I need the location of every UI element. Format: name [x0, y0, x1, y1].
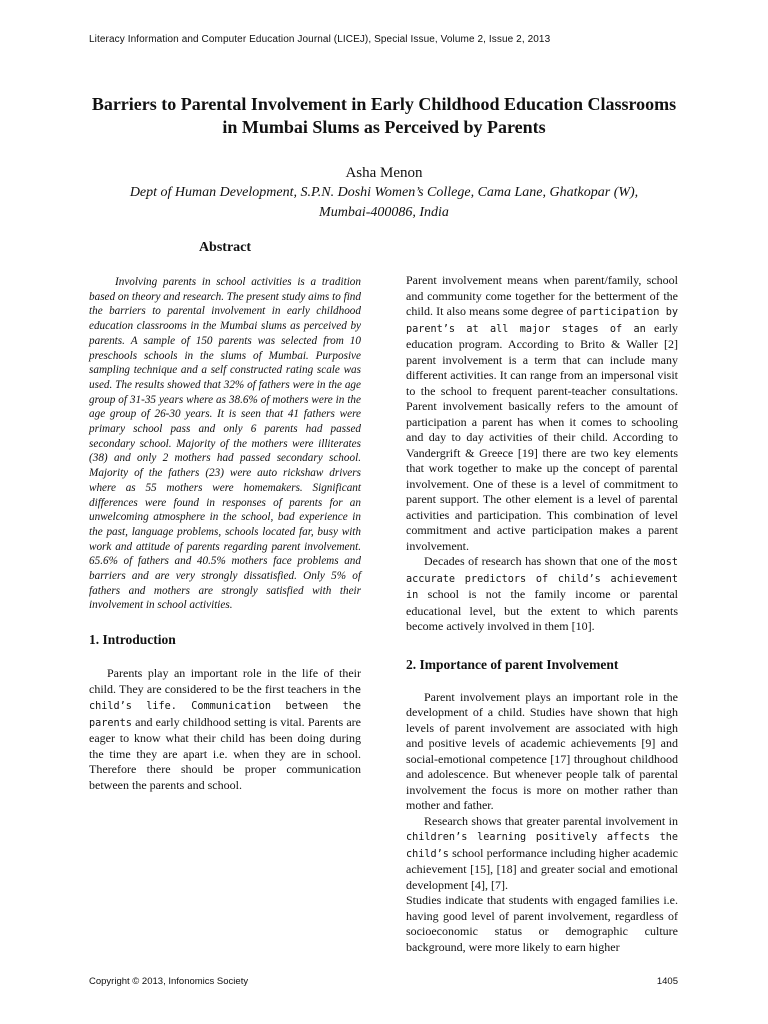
title-line-1: Barriers to Parental Involvement in Early Childhood Education Classrooms [91, 94, 677, 114]
rc-p1-typewriter: participation by parent’s at all major stages of an [406, 307, 678, 335]
decades-research-paragraph [406, 554, 678, 635]
section-2-paragraph-3: Studies indicate that students with engaged families i.e. having good level of parent involvement, regardless of socioeconomic status or demographic culture background, were more likely to earn higher [406, 893, 678, 954]
running-header: Literacy Information and Computer Education Journal (LICEJ), Special Issue, Volume 2, Issue 2, 2013 [89, 34, 551, 45]
rc-p1-start: Parent involvement means when parent/family, school and community come together for the betterment of the child. It also means some degree of [406, 273, 678, 318]
title-line-2: in Mumbai Slums as Perceived by Parents [222, 117, 546, 137]
rc-p1-end: early education program. According to Brito & Waller [2] parent involvement is a term that can include many different activities. It can range from an impersonal visit to the school to frequent parent-teacher consultations. Parent involvement basically refers to the amount of participation a parent has when it comes to schooling and day to day activities of their child. According to Vandergrift & Greece [19] there are two key elements that work together to make up the concept of parental involvement. One of these is a level of commitment to parent support. The other element is a level of parental activities and participation. This combination of level commitment and active participation makes a parent involvement. [406, 320, 678, 553]
rc-p2-start: Decades of research has shown that one of the [424, 554, 654, 568]
s2-p2-start: Research shows that greater parental involvement in [424, 813, 678, 828]
rc-p2-typewriter: most accurate predictors of child’s achievement in [406, 557, 678, 601]
introduction-heading: 1. Introduction [89, 632, 176, 648]
author-name: Asha Menon [345, 165, 423, 181]
parent-involvement-paragraph [406, 273, 678, 554]
affiliation-line-2: Mumbai-400086, India [319, 205, 449, 220]
footer-copyright: Copyright © 2013, Infonomics Society [89, 976, 249, 987]
section-2-paragraph-1: Parent involvement plays an important role in the development of a child. Studies have shown that high levels of parent involvement are associated with high and positive levels of academic achievements [9] and social-emotional competence [17] throughout childhood and adolescence. But whenever people talk of parental involvement the focus is more on mother rather than mother and father. [406, 689, 678, 812]
abstract-heading: Abstract [198, 240, 252, 255]
rc-p2-end: school is not the family income or parental educational level, but the extent to which parents become actively involved in them [10]. [406, 587, 678, 633]
affiliation-line-1: Dept of Human Development, S.P.N. Doshi Women’s College, Cama Lane, Ghatkopar (W), [129, 185, 639, 200]
section-2-heading: 2. Importance of parent Involvement [406, 656, 619, 672]
left-column [89, 240, 361, 793]
right-column [406, 273, 678, 955]
intro-text-start: Parents play an important role in the life of their child. They are considered to be the first teachers in [89, 666, 361, 696]
paper-title [80, 93, 688, 139]
intro-text-end: and early childhood setting is vital. Parents are eager to know what their child has been doing during the time they are apart i.e. when they are in school. Therefore there should be proper communication between the parents and school. [89, 714, 361, 792]
section-2-paragraph-2 [406, 814, 678, 894]
abstract-text: Involving parents in school activities is a tradition based on theory and research. The present study aims to find the barriers to parental involvement in early childhood education classrooms in the Mumbai slums as perceived by parents. A sample of 150 parents was selected from 10 preschools schools in the slums of Mumbai. Purposive sampling technique and a self constructed rating scale was used. The results showed that 32% of fathers were in the age group of 31-35 years where as 38.6% of mothers were in the age group of 26-30 years. It is seen that 41 fathers were primary school pass and only 6 parents had passed secondary school. Majority of the mothers were illiterates (38) and only 2 mothers had passed secondary school. Majority of the fathers (23) were auto rickshaw drivers where as 55 mothers were homemakers. Significant differences were found in responses of parents for an unwelcoming atmosphere in the school, bad experience in the past, language problems, schools located far, busy with work and attitude of parents regarding parent involvement. 65.6% of fathers and 40.5% mothers face problems and barriers and are very strongly dissatisfied. Only 5% of fathers and mothers are strongly satisfied with their involvement in school activities. [89, 276, 361, 612]
author-affiliation [80, 183, 688, 223]
intro-text-typewriter: the child’s life. Communication between the parents [89, 684, 361, 729]
footer-page-number: 1405 [656, 976, 678, 987]
introduction-paragraph [89, 666, 361, 793]
s2-p2-typewriter: children’s learning positively affects the child’s [406, 832, 678, 860]
s2-p2-end: school performance including higher academic achievement [15], [18] and greater social and emotional development [4], [7]. [406, 845, 678, 892]
